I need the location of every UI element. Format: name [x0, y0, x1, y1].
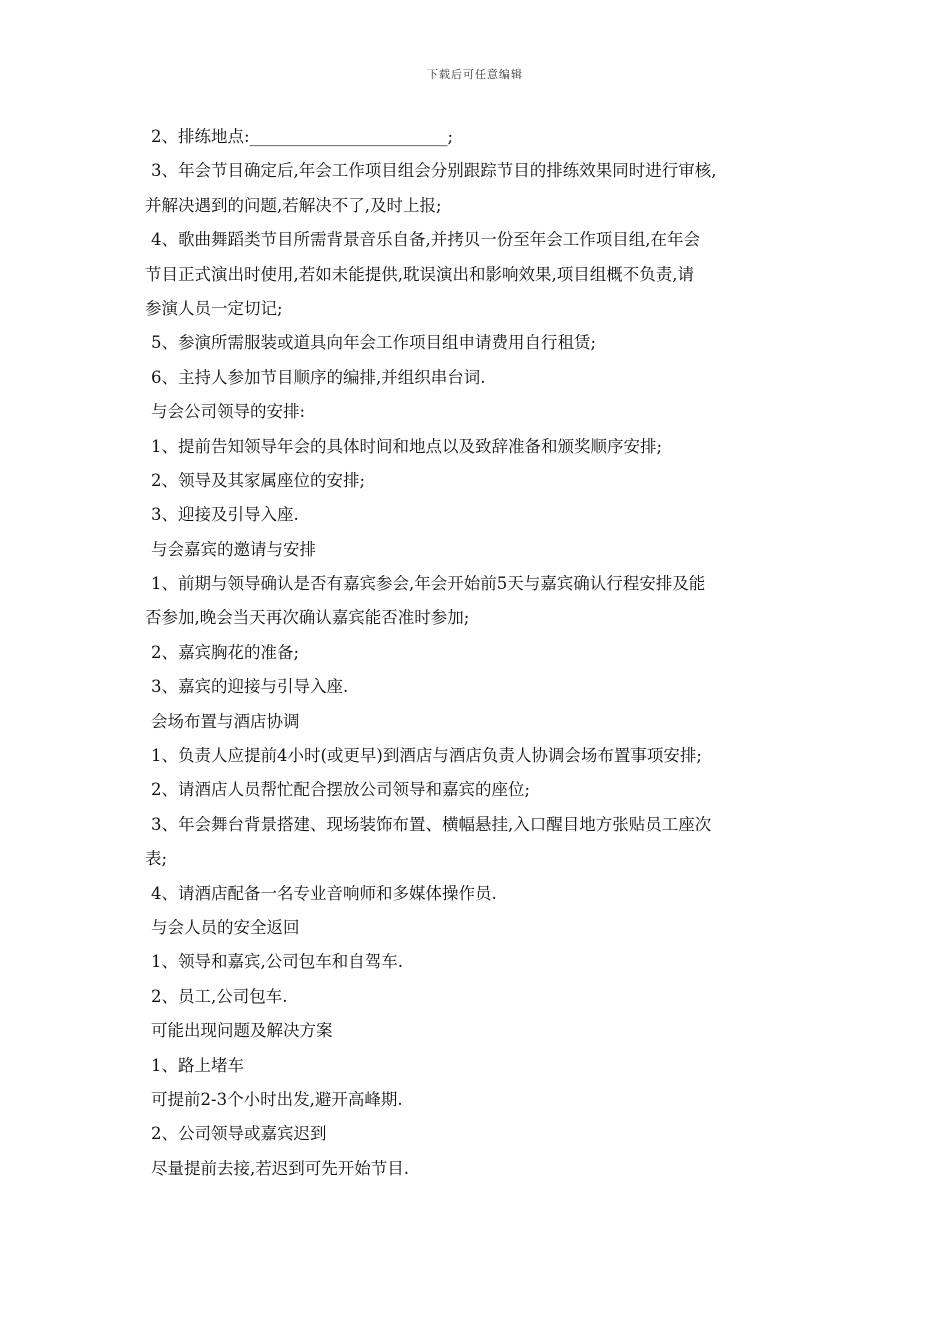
text-line: 6、主持人参加节目顺序的编排,并组织串台词.	[151, 367, 486, 387]
text-line: 5、参演所需服装或道具向年会工作项目组申请费用自行租赁;	[151, 333, 597, 353]
text-line: 4、请酒店配备一名专业音响师和多媒体操作员.	[151, 883, 497, 903]
text-line: 1、领导和嘉宾,公司包车和自驾车.	[151, 952, 403, 972]
text-line: 2、领导及其家属座位的安排;	[151, 470, 366, 490]
text-line: 2、排练地点:________________________;	[151, 127, 454, 146]
text-line: 2、公司领导或嘉宾迟到	[151, 1124, 327, 1144]
text-line: 参演人员一定切记;	[145, 298, 283, 318]
text-line: 2、员工,公司包车.	[151, 986, 288, 1006]
section-heading: 会场布置与酒店协调	[151, 711, 300, 731]
text-line: 尽量提前去接,若迟到可先开始节目.	[151, 1158, 409, 1178]
section-heading: 与会公司领导的安排:	[151, 402, 306, 422]
text-line: 3、年会舞台背景搭建、现场装饰布置、横幅悬挂,入口醒目地方张贴员工座次	[151, 814, 712, 834]
text-line: 并解决遇到的问题,若解决不了,及时上报;	[145, 195, 442, 215]
text-line: 3、年会节目确定后,年会工作项目组会分别跟踪节目的排练效果同时进行审核,	[151, 161, 717, 181]
text-line: 3、迎接及引导入座.	[151, 505, 299, 525]
text-line: 1、路上堵车	[151, 1055, 244, 1075]
section-heading: 可能出现问题及解决方案	[151, 1021, 333, 1041]
text-line: 1、提前告知领导年会的具体时间和地点以及致辞准备和颁奖顺序安排;	[151, 436, 663, 456]
text-line: 1、负责人应提前4小时(或更早)到酒店与酒店负责人协调会场布置事项安排;	[151, 746, 702, 766]
text-line: 否参加,晚会当天再次确认嘉宾能否准时参加;	[145, 608, 470, 628]
text-line: 可提前2-3个小时出发,避开高峰期.	[151, 1089, 403, 1109]
text-line: 2、请酒店人员帮忙配合摆放公司领导和嘉宾的座位;	[151, 780, 531, 800]
text-line: 3、嘉宾的迎接与引导入座.	[151, 677, 349, 697]
document-body	[145, 120, 815, 1186]
section-heading: 与会嘉宾的邀请与安排	[151, 539, 316, 559]
page-header: 下载后可任意编辑	[427, 68, 523, 81]
text-line: 节目正式演出时使用,若如未能提供,耽误演出和影响效果,项目组概不负责,请	[145, 264, 694, 284]
section-heading: 与会人员的安全返回	[151, 917, 300, 937]
text-line: 表;	[145, 849, 168, 869]
text-line: 4、歌曲舞蹈类节目所需背景音乐自备,并拷贝一份至年会工作项目组,在年会	[151, 230, 700, 250]
text-line: 2、嘉宾胸花的准备;	[151, 642, 300, 662]
text-line: 1、前期与领导确认是否有嘉宾参会,年会开始前5天与嘉宾确认行程安排及能	[151, 574, 706, 594]
